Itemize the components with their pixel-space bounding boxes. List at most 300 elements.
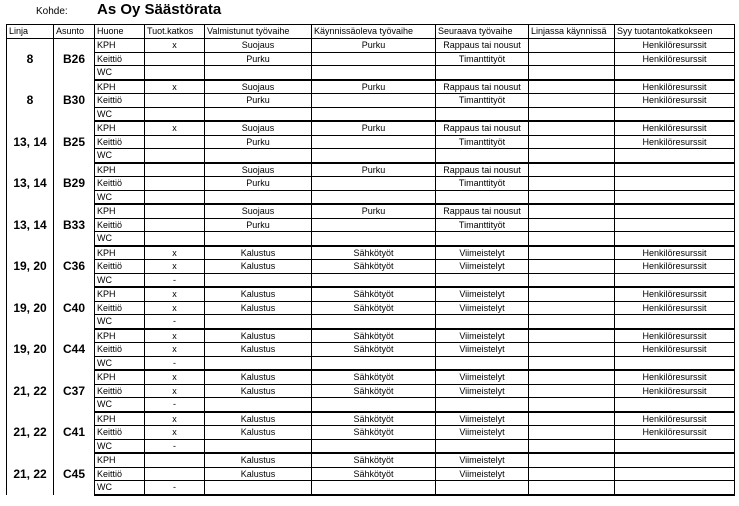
kaynnissa-cell	[312, 398, 436, 412]
document-header	[0, 0, 739, 24]
kaynnissa-cell: Sähkötyöt	[312, 301, 436, 315]
linjassa-cell	[529, 412, 615, 426]
valmistunut-cell: Suojaus	[205, 39, 312, 53]
syy-cell	[615, 467, 735, 481]
kaynnissa-cell	[312, 107, 436, 121]
kaynnissa-cell: Sähkötyöt	[312, 467, 436, 481]
syy-cell: Henkilöresurssit	[615, 370, 735, 384]
room-cell: KPH	[95, 453, 145, 467]
room-cell: WC	[95, 66, 145, 80]
room-cell: Keittiö	[95, 177, 145, 191]
table-row	[7, 135, 735, 149]
seuraava-cell: Viimeistelyt	[436, 246, 529, 260]
linja-cell: 13, 14	[7, 163, 54, 205]
table-row	[7, 232, 735, 246]
table-row	[7, 94, 735, 108]
asunto-cell: C37	[54, 370, 95, 412]
syy-cell	[615, 204, 735, 218]
seuraava-cell: Rappaus tai nousut	[436, 204, 529, 218]
linjassa-cell	[529, 384, 615, 398]
table-row	[7, 66, 735, 80]
katkos-cell: -	[145, 315, 205, 329]
linjassa-cell	[529, 260, 615, 274]
syy-cell	[615, 481, 735, 495]
room-cell: KPH	[95, 246, 145, 260]
asunto-cell: B33	[54, 204, 95, 246]
col-header-tuot-katkos: Tuot.katkos	[145, 25, 205, 39]
room-cell: Keittiö	[95, 301, 145, 315]
katkos-cell: x	[145, 246, 205, 260]
table-row	[7, 481, 735, 495]
valmistunut-cell: Purku	[205, 135, 312, 149]
linjassa-cell	[529, 204, 615, 218]
table-row	[7, 204, 735, 218]
room-cell: KPH	[95, 121, 145, 135]
room-cell: KPH	[95, 39, 145, 53]
linjassa-cell	[529, 439, 615, 453]
asunto-cell: B26	[54, 39, 95, 80]
seuraava-cell: Viimeistelyt	[436, 343, 529, 357]
linja-cell: 21, 22	[7, 370, 54, 412]
col-header-linja: Linja	[7, 25, 54, 39]
asunto-cell: C40	[54, 287, 95, 329]
kaynnissa-cell	[312, 66, 436, 80]
table-row	[7, 260, 735, 274]
kaynnissa-cell: Sähkötyöt	[312, 287, 436, 301]
linja-cell: 21, 22	[7, 412, 54, 454]
table-row	[7, 149, 735, 163]
linjassa-cell	[529, 232, 615, 246]
page-title: As Oy Säästörata	[97, 1, 222, 18]
katkos-cell: x	[145, 260, 205, 274]
room-cell: KPH	[95, 287, 145, 301]
room-cell: KPH	[95, 163, 145, 177]
kaynnissa-cell	[312, 481, 436, 495]
linjassa-cell	[529, 163, 615, 177]
linja-cell: 8	[7, 80, 54, 122]
room-cell: WC	[95, 149, 145, 163]
syy-cell	[615, 218, 735, 232]
valmistunut-cell	[205, 66, 312, 80]
col-header-syy: Syy tuotantokatkokseen	[615, 25, 735, 39]
col-header-seuraava: Seuraava työvaihe	[436, 25, 529, 39]
katkos-cell	[145, 453, 205, 467]
col-header-kaynnissa: Käynnissäoleva työvaihe	[312, 25, 436, 39]
linjassa-cell	[529, 287, 615, 301]
room-cell: Keittiö	[95, 384, 145, 398]
seuraava-cell: Viimeistelyt	[436, 453, 529, 467]
kaynnissa-cell	[312, 135, 436, 149]
table-row	[7, 467, 735, 481]
linjassa-cell	[529, 52, 615, 66]
col-header-linjassa: Linjassa käynnissä	[529, 25, 615, 39]
kaynnissa-cell: Purku	[312, 204, 436, 218]
valmistunut-cell: Kalustus	[205, 260, 312, 274]
valmistunut-cell: Kalustus	[205, 412, 312, 426]
linjassa-cell	[529, 329, 615, 343]
seuraava-cell: Viimeistelyt	[436, 287, 529, 301]
room-cell: KPH	[95, 80, 145, 94]
kaynnissa-cell: Sähkötyöt	[312, 246, 436, 260]
linjassa-cell	[529, 273, 615, 287]
syy-cell	[615, 190, 735, 204]
room-cell: WC	[95, 481, 145, 495]
katkos-cell: -	[145, 398, 205, 412]
katkos-cell: x	[145, 370, 205, 384]
katkos-cell	[145, 467, 205, 481]
valmistunut-cell	[205, 356, 312, 370]
valmistunut-cell: Kalustus	[205, 343, 312, 357]
linjassa-cell	[529, 177, 615, 191]
seuraava-cell	[436, 66, 529, 80]
room-cell: WC	[95, 273, 145, 287]
syy-cell: Henkilöresurssit	[615, 80, 735, 94]
room-cell: Keittiö	[95, 52, 145, 66]
kaynnissa-cell: Sähkötyöt	[312, 343, 436, 357]
valmistunut-cell: Purku	[205, 218, 312, 232]
linjassa-cell	[529, 121, 615, 135]
kaynnissa-cell: Purku	[312, 121, 436, 135]
katkos-cell: x	[145, 80, 205, 94]
syy-cell	[615, 163, 735, 177]
katkos-cell: x	[145, 301, 205, 315]
table-row	[7, 453, 735, 467]
linja-cell: 13, 14	[7, 121, 54, 163]
syy-cell	[615, 439, 735, 453]
seuraava-cell	[436, 315, 529, 329]
room-cell: Keittiö	[95, 260, 145, 274]
kaynnissa-cell: Sähkötyöt	[312, 329, 436, 343]
room-cell: Keittiö	[95, 218, 145, 232]
katkos-cell	[145, 218, 205, 232]
valmistunut-cell: Purku	[205, 94, 312, 108]
room-cell: WC	[95, 315, 145, 329]
col-header-huone: Huone	[95, 25, 145, 39]
valmistunut-cell: Kalustus	[205, 246, 312, 260]
seuraava-cell: Viimeistelyt	[436, 260, 529, 274]
seuraava-cell	[436, 356, 529, 370]
room-cell: Keittiö	[95, 426, 145, 440]
syy-cell	[615, 453, 735, 467]
table-row	[7, 329, 735, 343]
linjassa-cell	[529, 356, 615, 370]
katkos-cell	[145, 190, 205, 204]
table-row	[7, 384, 735, 398]
syy-cell	[615, 398, 735, 412]
valmistunut-cell: Kalustus	[205, 287, 312, 301]
linja-cell: 19, 20	[7, 246, 54, 288]
syy-cell: Henkilöresurssit	[615, 301, 735, 315]
table-row	[7, 426, 735, 440]
asunto-cell: C36	[54, 246, 95, 288]
linjassa-cell	[529, 467, 615, 481]
valmistunut-cell	[205, 273, 312, 287]
kaynnissa-cell	[312, 94, 436, 108]
kaynnissa-cell	[312, 190, 436, 204]
linjassa-cell	[529, 343, 615, 357]
valmistunut-cell: Suojaus	[205, 163, 312, 177]
room-cell: WC	[95, 356, 145, 370]
table-row	[7, 287, 735, 301]
kaynnissa-cell: Sähkötyöt	[312, 384, 436, 398]
room-cell: KPH	[95, 412, 145, 426]
room-cell: WC	[95, 232, 145, 246]
col-header-valmistunut: Valmistunut työvaihe	[205, 25, 312, 39]
katkos-cell	[145, 177, 205, 191]
syy-cell: Henkilöresurssit	[615, 343, 735, 357]
syy-cell	[615, 107, 735, 121]
room-cell: KPH	[95, 370, 145, 384]
asunto-cell: C44	[54, 329, 95, 371]
table-row	[7, 39, 735, 53]
room-cell: Keittiö	[95, 135, 145, 149]
asunto-cell: C45	[54, 453, 95, 495]
linjassa-cell	[529, 66, 615, 80]
table-row	[7, 343, 735, 357]
kaynnissa-cell	[312, 149, 436, 163]
room-cell: Keittiö	[95, 343, 145, 357]
syy-cell: Henkilöresurssit	[615, 412, 735, 426]
katkos-cell: x	[145, 121, 205, 135]
linjassa-cell	[529, 315, 615, 329]
kaynnissa-cell: Sähkötyöt	[312, 370, 436, 384]
valmistunut-cell	[205, 315, 312, 329]
syy-cell	[615, 273, 735, 287]
syy-cell: Henkilöresurssit	[615, 39, 735, 53]
katkos-cell: -	[145, 273, 205, 287]
valmistunut-cell: Kalustus	[205, 301, 312, 315]
table-row	[7, 107, 735, 121]
linja-cell: 8	[7, 39, 54, 80]
katkos-cell: -	[145, 356, 205, 370]
katkos-cell: x	[145, 384, 205, 398]
valmistunut-cell: Kalustus	[205, 453, 312, 467]
asunto-cell: B29	[54, 163, 95, 205]
table-row	[7, 80, 735, 94]
katkos-cell: x	[145, 343, 205, 357]
syy-cell	[615, 232, 735, 246]
seuraava-cell	[436, 439, 529, 453]
table-row	[7, 273, 735, 287]
seuraava-cell: Timanttityöt	[436, 135, 529, 149]
valmistunut-cell: Suojaus	[205, 121, 312, 135]
room-cell: Keittiö	[95, 94, 145, 108]
syy-cell: Henkilöresurssit	[615, 287, 735, 301]
valmistunut-cell: Kalustus	[205, 329, 312, 343]
linja-cell: 19, 20	[7, 287, 54, 329]
col-header-asunto: Asunto	[54, 25, 95, 39]
seuraava-cell: Viimeistelyt	[436, 412, 529, 426]
table-row	[7, 370, 735, 384]
seuraava-cell: Timanttityöt	[436, 94, 529, 108]
seuraava-cell: Timanttityöt	[436, 177, 529, 191]
table-header-row	[7, 25, 735, 39]
valmistunut-cell: Suojaus	[205, 204, 312, 218]
kaynnissa-cell	[312, 232, 436, 246]
table-row	[7, 315, 735, 329]
valmistunut-cell: Kalustus	[205, 426, 312, 440]
kaynnissa-cell: Purku	[312, 163, 436, 177]
valmistunut-cell: Purku	[205, 177, 312, 191]
katkos-cell: x	[145, 426, 205, 440]
syy-cell	[615, 66, 735, 80]
table-row	[7, 52, 735, 66]
room-cell: WC	[95, 398, 145, 412]
katkos-cell	[145, 204, 205, 218]
seuraava-cell: Timanttityöt	[436, 218, 529, 232]
valmistunut-cell: Suojaus	[205, 80, 312, 94]
valmistunut-cell: Kalustus	[205, 370, 312, 384]
linjassa-cell	[529, 135, 615, 149]
linjassa-cell	[529, 246, 615, 260]
linja-cell: 13, 14	[7, 204, 54, 246]
seuraava-cell	[436, 273, 529, 287]
katkos-cell	[145, 163, 205, 177]
table-row	[7, 218, 735, 232]
room-cell: Keittiö	[95, 467, 145, 481]
seuraava-cell: Rappaus tai nousut	[436, 121, 529, 135]
asunto-cell: B25	[54, 121, 95, 163]
kaynnissa-cell: Sähkötyöt	[312, 426, 436, 440]
kaynnissa-cell	[312, 315, 436, 329]
valmistunut-cell: Kalustus	[205, 467, 312, 481]
seuraava-cell	[436, 190, 529, 204]
syy-cell	[615, 356, 735, 370]
syy-cell: Henkilöresurssit	[615, 384, 735, 398]
valmistunut-cell	[205, 190, 312, 204]
valmistunut-cell	[205, 398, 312, 412]
katkos-cell	[145, 135, 205, 149]
valmistunut-cell	[205, 439, 312, 453]
seuraava-cell	[436, 481, 529, 495]
valmistunut-cell	[205, 481, 312, 495]
table-row	[7, 246, 735, 260]
linjassa-cell	[529, 370, 615, 384]
syy-cell	[615, 315, 735, 329]
syy-cell: Henkilöresurssit	[615, 246, 735, 260]
linjassa-cell	[529, 94, 615, 108]
room-cell: KPH	[95, 329, 145, 343]
syy-cell: Henkilöresurssit	[615, 52, 735, 66]
katkos-cell: x	[145, 412, 205, 426]
kaynnissa-cell	[312, 273, 436, 287]
seuraava-cell: Rappaus tai nousut	[436, 39, 529, 53]
kaynnissa-cell	[312, 439, 436, 453]
seuraava-cell	[436, 107, 529, 121]
valmistunut-cell: Kalustus	[205, 384, 312, 398]
kaynnissa-cell: Purku	[312, 80, 436, 94]
valmistunut-cell	[205, 232, 312, 246]
syy-cell: Henkilöresurssit	[615, 329, 735, 343]
linjassa-cell	[529, 426, 615, 440]
table-body	[7, 39, 735, 495]
table-row	[7, 412, 735, 426]
seuraava-cell: Viimeistelyt	[436, 329, 529, 343]
table-row	[7, 398, 735, 412]
room-cell: WC	[95, 107, 145, 121]
katkos-cell	[145, 66, 205, 80]
asunto-cell: B30	[54, 80, 95, 122]
linjassa-cell	[529, 149, 615, 163]
seuraava-cell: Rappaus tai nousut	[436, 163, 529, 177]
katkos-cell	[145, 232, 205, 246]
valmistunut-cell	[205, 107, 312, 121]
linjassa-cell	[529, 218, 615, 232]
asunto-cell: C41	[54, 412, 95, 454]
seuraava-cell: Viimeistelyt	[436, 370, 529, 384]
kaynnissa-cell: Purku	[312, 39, 436, 53]
linjassa-cell	[529, 39, 615, 53]
syy-cell: Henkilöresurssit	[615, 426, 735, 440]
linjassa-cell	[529, 107, 615, 121]
linjassa-cell	[529, 398, 615, 412]
seuraava-cell: Timanttityöt	[436, 52, 529, 66]
katkos-cell: -	[145, 481, 205, 495]
linjassa-cell	[529, 190, 615, 204]
seuraava-cell: Viimeistelyt	[436, 301, 529, 315]
linja-cell: 21, 22	[7, 453, 54, 495]
table-row	[7, 301, 735, 315]
table-row	[7, 190, 735, 204]
room-cell: WC	[95, 190, 145, 204]
room-cell: KPH	[95, 204, 145, 218]
schedule-table	[6, 24, 735, 496]
syy-cell: Henkilöresurssit	[615, 260, 735, 274]
seuraava-cell: Viimeistelyt	[436, 384, 529, 398]
seuraava-cell: Viimeistelyt	[436, 426, 529, 440]
linjassa-cell	[529, 301, 615, 315]
seuraava-cell	[436, 232, 529, 246]
seuraava-cell: Rappaus tai nousut	[436, 80, 529, 94]
valmistunut-cell: Purku	[205, 52, 312, 66]
seuraava-cell: Viimeistelyt	[436, 467, 529, 481]
seuraava-cell	[436, 149, 529, 163]
kaynnissa-cell: Sähkötyöt	[312, 260, 436, 274]
table-row	[7, 439, 735, 453]
kaynnissa-cell: Sähkötyöt	[312, 453, 436, 467]
table-row	[7, 121, 735, 135]
linja-cell: 19, 20	[7, 329, 54, 371]
katkos-cell: x	[145, 39, 205, 53]
valmistunut-cell	[205, 149, 312, 163]
linjassa-cell	[529, 481, 615, 495]
kohde-label: Kohde:	[36, 6, 68, 17]
syy-cell: Henkilöresurssit	[615, 94, 735, 108]
seuraava-cell	[436, 398, 529, 412]
linjassa-cell	[529, 80, 615, 94]
katkos-cell	[145, 149, 205, 163]
syy-cell	[615, 177, 735, 191]
syy-cell: Henkilöresurssit	[615, 121, 735, 135]
syy-cell	[615, 149, 735, 163]
katkos-cell	[145, 94, 205, 108]
katkos-cell: -	[145, 439, 205, 453]
table-row	[7, 177, 735, 191]
table-row	[7, 356, 735, 370]
katkos-cell	[145, 107, 205, 121]
linjassa-cell	[529, 453, 615, 467]
kaynnissa-cell	[312, 177, 436, 191]
kaynnissa-cell	[312, 52, 436, 66]
room-cell: WC	[95, 439, 145, 453]
table-row	[7, 163, 735, 177]
katkos-cell	[145, 52, 205, 66]
katkos-cell: x	[145, 287, 205, 301]
kaynnissa-cell: Sähkötyöt	[312, 412, 436, 426]
kaynnissa-cell	[312, 218, 436, 232]
kaynnissa-cell	[312, 356, 436, 370]
katkos-cell: x	[145, 329, 205, 343]
